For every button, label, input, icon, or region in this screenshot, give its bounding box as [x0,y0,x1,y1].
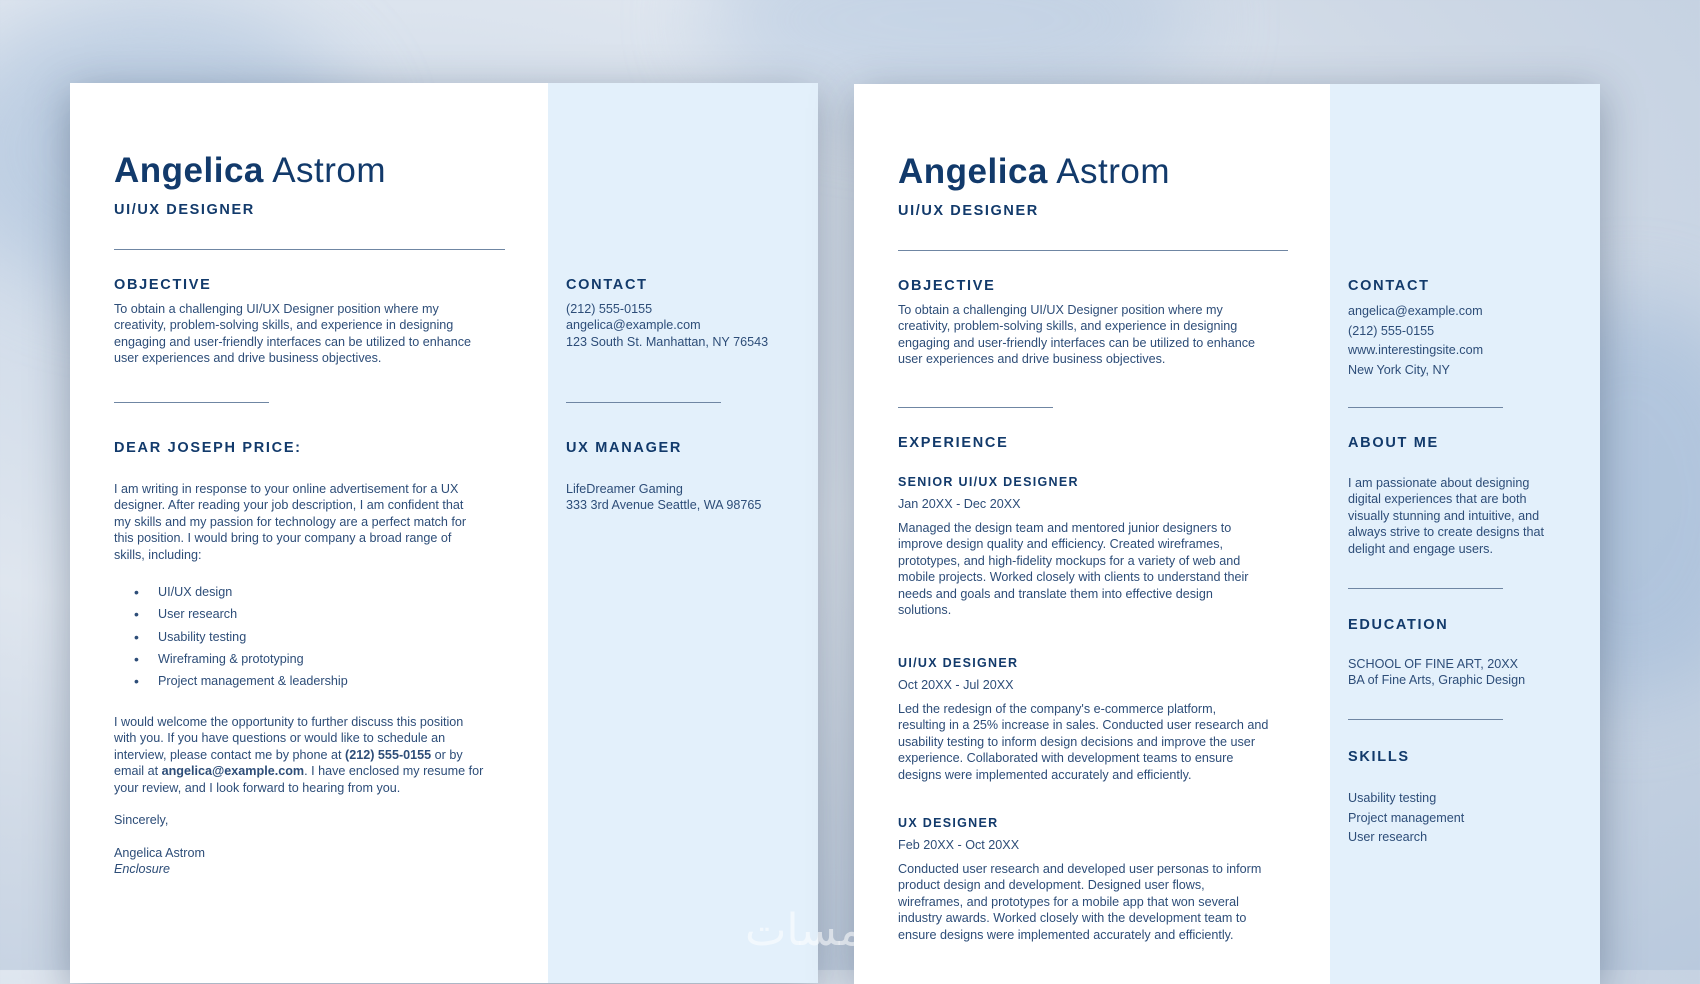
divider [114,402,269,403]
objective-heading: OBJECTIVE [898,278,996,294]
salutation: DEAR JOSEPH PRICE: [114,440,302,456]
skills-list [114,585,348,696]
list-item: • UI/UX design [114,585,348,607]
divider [1348,719,1503,720]
divider [898,407,1053,408]
cover-letter-name [114,151,386,191]
education-heading: EDUCATION [1348,617,1449,633]
job-role: UI/UX DESIGNER [898,203,1039,219]
watermark: خمسات [745,905,892,956]
contact-heading: CONTACT [566,277,648,293]
email-address: angelica@example.com [161,764,305,779]
list-item: • Wireframing & prototyping [114,652,348,674]
about-heading: ABOUT ME [1348,435,1439,451]
contact-heading: CONTACT [1348,278,1430,294]
resume-page [854,84,1600,984]
job-description: Led the redesign of the company's e-commerce platform, resulting in a 25% increase in sales. Conducted user research and usability testing to inform design decisions and improve the user experience. Collaborated with development teams to ensure designs were implemented accurately and efficiently. [898,702,1269,782]
recipient-address: LifeDreamer Gaming 333 3rd Avenue Seattle, WA 98765 [566,482,762,513]
skills-list [1348,789,1588,848]
first-name: Angelica [898,152,1048,191]
list-item: User research [1348,830,1428,845]
contact-info: (212) 555-0155 angelica@example.com 123 South St. Manhattan, NY 76543 [566,302,769,349]
skills-heading: SKILLS [1348,749,1410,765]
resume-name [898,152,1170,192]
job-title: SENIOR UI/UX DESIGNER [898,475,1079,489]
about-text: I am passionate about designing digital experiences that are both visually stunning and intuitive, and always strive to create designs that delight and engage users. [1348,476,1544,556]
list-item: • User research [114,607,348,629]
education-text: SCHOOL OF FINE ART, 20XX BA of Fine Arts, Graphic Design [1348,657,1526,688]
intro-paragraph: I am writing in response to your online advertisement for a UX designer. After reading your job description, I am confident that my skills and my passion for technology are a perfect match for this position. I would bring to your company a broad range of skills, including: [114,482,467,562]
list-item: • Project management & leadership [114,674,348,696]
divider [566,402,721,403]
phone-number: (212) 555-0155 [345,747,432,762]
list-item: Usability testing [1348,791,1437,805]
job-dates: Oct 20XX - Jul 20XX [898,678,1014,692]
divider [1348,407,1503,408]
divider [898,250,1288,251]
list-item: Project management [1348,810,1465,825]
first-name: Angelica [114,151,264,190]
contact-info: angelica@example.com (212) 555-0155 www.interestingsite.com New York City, NY [1348,304,1484,378]
job-dates: Feb 20XX - Oct 20XX [898,838,1020,852]
enclosure: Enclosure [114,862,171,876]
recipient-heading: UX MANAGER [566,440,683,456]
objective-text: To obtain a challenging UI/UX Designer position where my creativity, problem-solving skills, and experience in designing engaging and user-friendly interfaces can be utilized to enhance user experiences and drive business objectives. [898,303,1256,367]
job-description: Conducted user research and developed user personas to inform product design and development. Designed user flows, wireframes, and prototypes for a mobile app that won several industry awards. Worked closely with the development team to ensure designs were implemented accurately and efficiently. [898,862,1262,942]
job-title: UX DESIGNER [898,816,999,830]
divider [114,249,505,250]
list-item: • Usability testing [114,630,348,652]
job-dates: Jan 20XX - Dec 20XX [898,497,1021,511]
divider [1348,588,1503,589]
last-name: Astrom [1056,152,1171,191]
last-name: Astrom [272,151,387,190]
closing-paragraph: I would welcome the opportunity to further discuss this position with you. If you have questions or would like to schedule an interview, please contact me by phone at (212) 555-0155 or by email at angelica@example.com. I have enclosed my resume for your review, and I look forward to hearing from you. [114,715,484,795]
job-title: UI/UX DESIGNER [898,656,1019,670]
experience-heading: EXPERIENCE [898,435,1009,451]
job-role: UI/UX DESIGNER [114,202,255,218]
objective-heading: OBJECTIVE [114,277,212,293]
signature: Angelica Astrom [114,846,205,860]
cover-letter-page [70,83,818,983]
sign-off: Sincerely, [114,813,169,827]
cover-letter-sidebar [548,83,818,983]
objective-text: To obtain a challenging UI/UX Designer position where my creativity, problem-solving skills, and experience in designing engaging and user-friendly interfaces can be utilized to enhance user experiences and drive business objectives. [114,302,472,366]
job-description: Managed the design team and mentored junior designers to improve design quality and efficiency. Created wireframes, prototypes, and high-fidelity mockups for a variety of web and mobile projects. Worked closely with clients to understand their needs and goals and translate them into effective design solutions. [898,521,1249,618]
